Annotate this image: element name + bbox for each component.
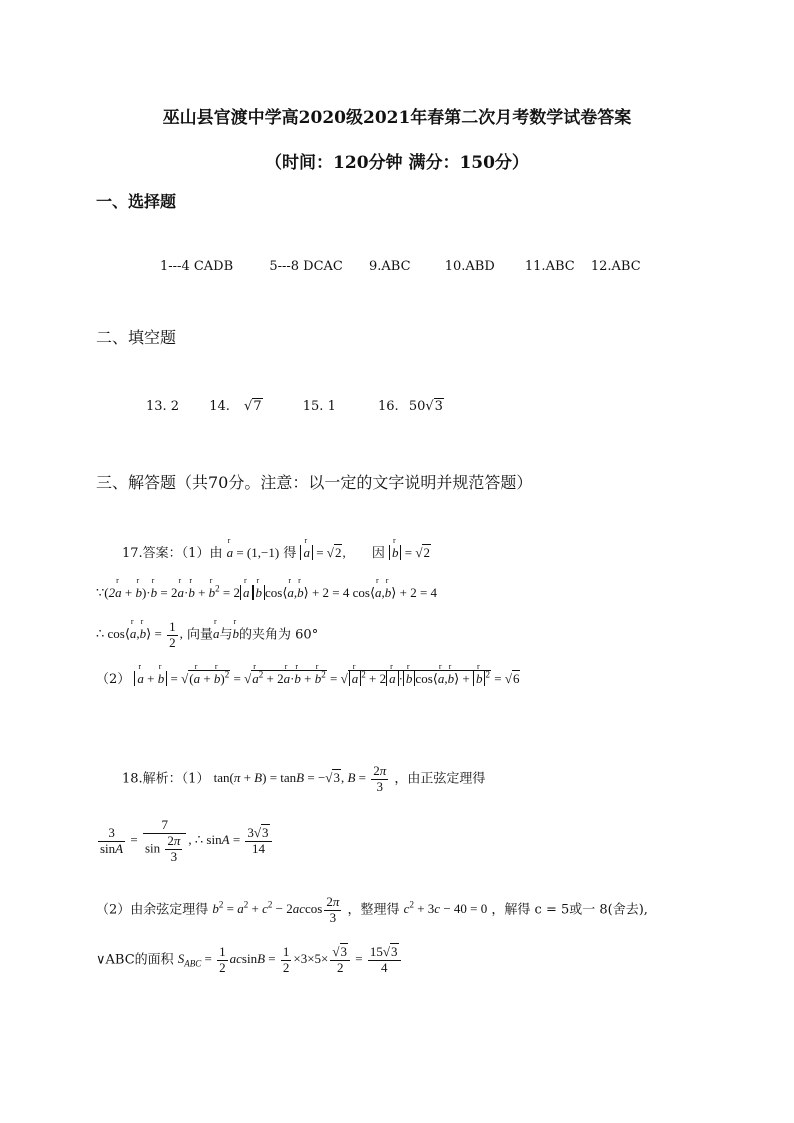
section-heading-solutions: 三、解答题（共70分。注意：以一定的文字说明并规范答题） — [96, 473, 533, 492]
formula-dot-expansion: ∵(2r a + r b)·r b = 2r a·r b + r $b^2 = 2r$ ar b cos⟨r a,r b⟩ + 2 = 4 cos⟨r a,r b⟩ + 2 = 4 — [96, 585, 437, 600]
q17-line-3: ∴ cos⟨r a,r b⟩ = $\frac{1}{2}$ , 向量r a与r b的夹角为 60° — [96, 620, 318, 651]
formula-law-of-cosines: $b^2 = a^2 + c^2 - 2accos$ $\frac{2\pi}{3}$ — [212, 894, 340, 925]
formula-law-of-sines: $\frac{3}{\sin A}$ = 7 sin $\frac{2\pi}{3}$ , ∴ sinA = $\frac{3√3}{14}$ — [96, 832, 274, 847]
formula-area: $S_{ABC}$ = $\frac{1}{2}$ acsinB = $\frac{1}{2}$ ×3×5× $\frac{√3}{2}$ = $\frac{15√3}{4}$ — [178, 951, 403, 966]
section-heading-choice: 一、选择题 — [96, 192, 177, 211]
answer-group: 12.ABC — [590, 259, 641, 274]
exam-info: （时间：120分钟 满分：150分） — [265, 153, 529, 173]
q17-line-1: 17.答案：（1）由 r a = (1,−1) 得 r a = √2, 因 r b = √2 — [122, 542, 431, 561]
answer-group: 1---4 CADB — [160, 259, 234, 274]
answer-16-label: 16. — [377, 399, 399, 414]
answer-16-value: 50√3 — [408, 399, 443, 414]
answer-group: 11.ABC — [524, 259, 575, 274]
answer-15: 15. 1 — [302, 399, 336, 414]
answer-14-label: 14. — [209, 399, 230, 414]
choice-answers — [160, 259, 641, 274]
q18-line-2 — [96, 818, 274, 865]
formula-cos-angle: ∴ cos⟨r a,r b⟩ = $\frac{1}{2}$ , — [96, 626, 183, 641]
formula-quadratic: $c^2 + 3c - 40 = 0$ — [403, 900, 488, 917]
formula-norm-b: r b = √2 — [389, 544, 431, 560]
q18-line-1: 18.解析：（1） tan(π + B) = tanB = −√3, B = $\frac{2\pi}{3}$ ，由正弦定理得 — [122, 763, 486, 794]
solution-c: c = 5或一 8(舍去), — [534, 902, 648, 918]
formula-norm-a: r a = √2, — [300, 544, 345, 560]
answer-13: 13. 2 — [146, 399, 180, 414]
formula-tan: tan(π + B) = tanB = −√3, B = $\frac{2\pi}{3}$ — [213, 763, 387, 794]
answer-14-value: √7 — [244, 399, 262, 414]
page-title: 巫山县官渡中学高2020级2021年春第二次月考数学试卷答案 — [162, 108, 632, 128]
answer-group: 9.ABC — [369, 259, 411, 274]
q17-line-2 — [96, 584, 437, 601]
formula-norm-sum: r a + r b = √(r a + r b)$^2$ = √r $a^2 + 2r$ a·r b + r $b^2 = √r$ a $^2$ + 2r a ·r b cos⟨r a,r b⟩ + r b $^2$ = √6 — [134, 670, 520, 686]
q18-line-3: （2）由余弦定理得 $b^2 = a^2 + c^2 - 2accos$ $\frac{2\pi}{3}$ ，整理得 $c^2 + 3c - 40 = 0$ ，解得 c = 5或一 8(舍去), — [96, 894, 648, 925]
answer-group: 10.ABD — [444, 259, 495, 274]
answer-group: 5---8 DCAC — [269, 259, 343, 274]
q18-line-4: ∨ABC的面积 $S_{ABC}$ = $\frac{1}{2}$ acsinB = $\frac{1}{2}$ ×3×5× $\frac{√3}{2}$ = $\frac{15√3}{4}$ — [96, 945, 403, 976]
q17-line-4: （2） r a + r b = √(r a + r b)$^2$ = √r $a^2 + 2r$ a·r b + r $b^2 = √r$ a $^2$ + 2r a ·r b cos⟨r a,r b⟩ + r b $^2$ = √6 — [96, 668, 520, 687]
section-heading-fill: 二、填空题 — [96, 328, 177, 347]
formula-vector-a: r a = (1,−1) — [227, 545, 280, 560]
fill-answers — [146, 399, 444, 414]
